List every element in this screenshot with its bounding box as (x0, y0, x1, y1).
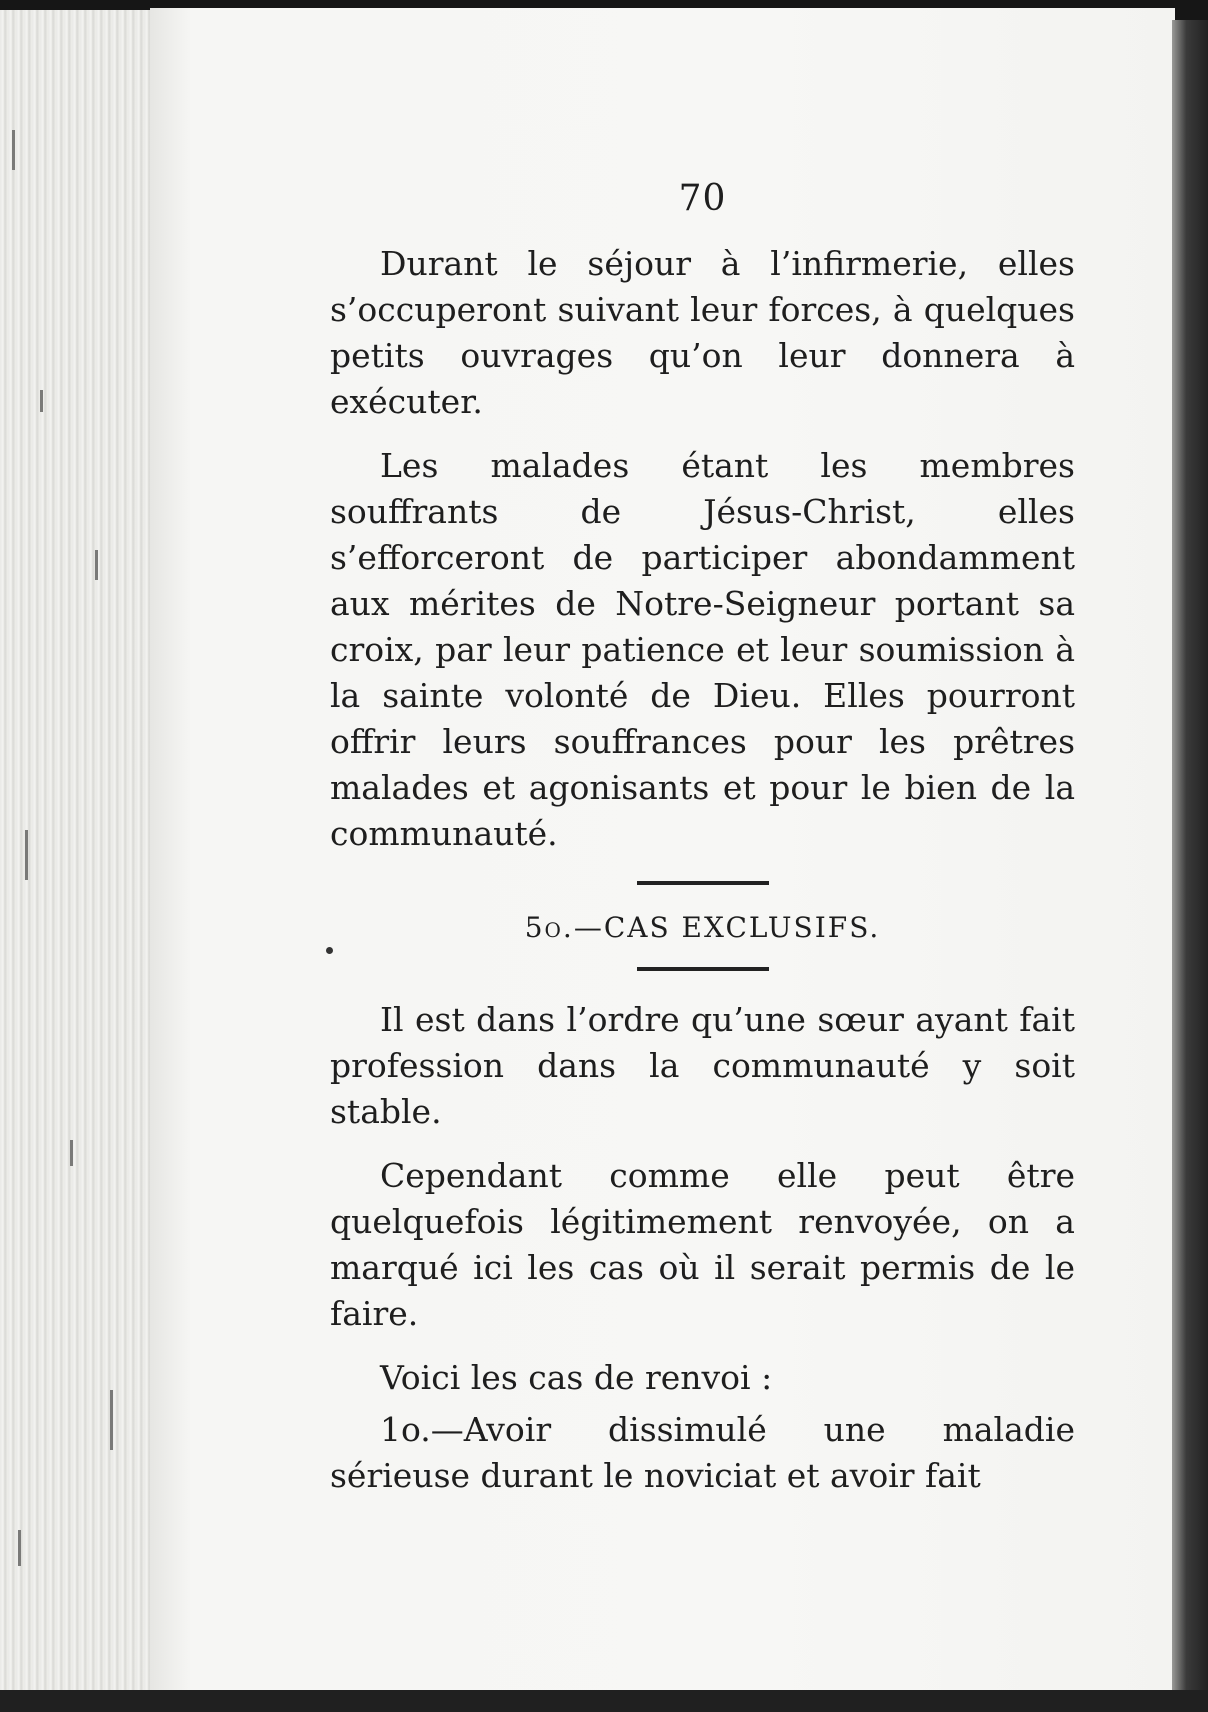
paragraph: Durant le séjour à l’infirmerie, elles s’occuperont suivant leur forces, à quelques petits ouvrages qu’on leur donnera à exécuter. (330, 244, 1075, 421)
paragraph: Cependant comme elle peut être quelquefois légitimement renvoyée, on a marqué ici les cas où il serait permis de le faire. (330, 1156, 1075, 1333)
section-rule-top (637, 881, 769, 885)
section-heading: 5o.—CAS EXCLUSIFS. (524, 911, 881, 944)
edge-speck (40, 390, 43, 412)
edge-speck (25, 830, 28, 880)
binding-shadow (1172, 20, 1208, 1690)
edge-speck (18, 1530, 21, 1566)
paragraph: Les malades étant les membres souffrants de Jésus-Christ, elles s’efforceront de participer abondamment aux mérites de Notre-Seigneur portant sa croix, par leur patience et leur soumission à la sainte volonté de Dieu. Elles pourront offrir leurs souffrances pour les prêtres malades et agonisants et pour le bien de la communauté. (330, 446, 1075, 853)
paragraph: Il est dans l’ordre qu’une sœur ayant fait profession dans la communauté y soit stable. (330, 1000, 1075, 1131)
book-page-edges (0, 10, 175, 1690)
page-text (330, 178, 1075, 1517)
ink-dot (326, 947, 333, 954)
edge-speck (70, 1140, 73, 1166)
section-heading-wrapper (330, 911, 1075, 945)
page-number: 70 (678, 178, 727, 219)
paragraph: Voici les cas de renvoi : (380, 1358, 773, 1397)
edge-speck (110, 1390, 113, 1450)
edge-speck (95, 550, 98, 580)
edge-speck (12, 130, 15, 170)
section-rule-bottom (637, 967, 769, 971)
bottom-shadow (0, 1690, 1208, 1712)
paragraph: 1o.—Avoir dissimulé une maladie sérieuse durant le noviciat et avoir fait (330, 1410, 1075, 1495)
